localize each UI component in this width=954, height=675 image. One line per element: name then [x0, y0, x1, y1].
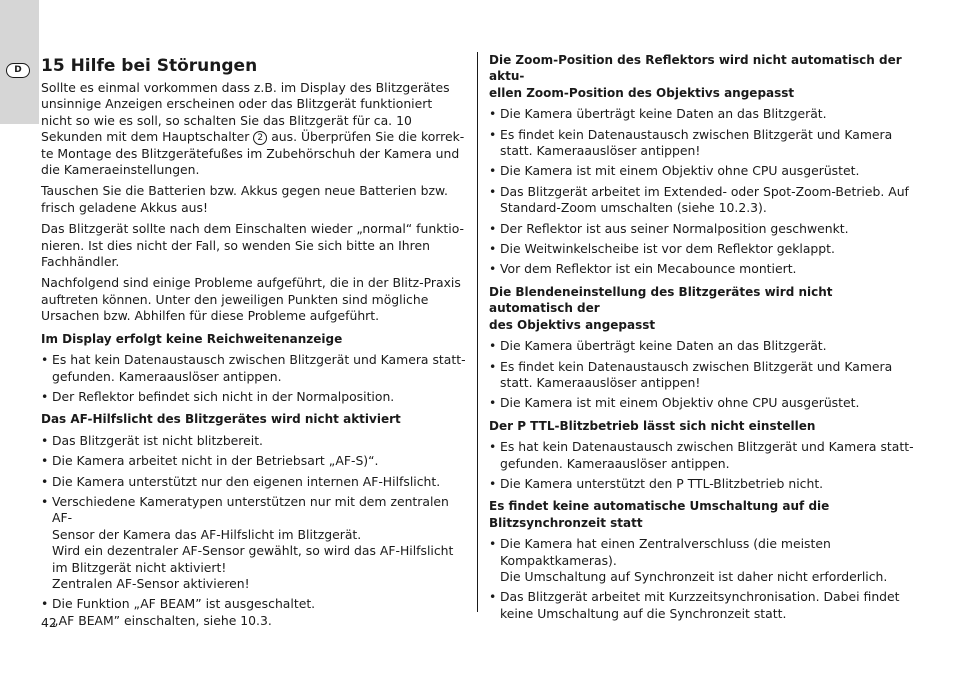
list-item: • Es findet kein Datenaustausch zwischen Blitzgerät und Kamera statt. Kameraauslöser antippen!	[489, 359, 917, 392]
text-line: auftreten können. Unter den jeweiligen Punkten sind mögliche	[41, 291, 429, 307]
text-line: unsinnige Anzeigen erscheinen oder das Blitzgerät funktioniert	[41, 96, 433, 112]
bullet-list	[41, 352, 467, 405]
text-line: nieren. Ist dies nicht der Fall, so wenden Sie sich bitte an Ihren	[41, 237, 430, 253]
list-item: • Der Reflektor ist aus seiner Normalposition geschwenkt.	[489, 221, 917, 237]
page-number: 42	[41, 615, 57, 630]
bullet-list	[489, 536, 917, 622]
intro-paragraph-2	[41, 183, 467, 216]
text-line: Ursachen bzw. Abhilfen für diese Probleme aufgeführt.	[41, 308, 380, 324]
text-line: frisch geladene Akkus aus!	[41, 199, 208, 215]
intro-paragraph-4	[41, 275, 467, 324]
text-line: Fachhändler.	[41, 254, 120, 270]
intro-paragraph-1	[41, 80, 467, 178]
bullet-list	[489, 106, 917, 278]
text-line: Sekunden mit dem Hauptschalter	[41, 129, 250, 145]
list-item: • Es hat kein Datenaustausch zwischen Blitzgerät und Kamera statt- gefunden. Kameraauslöser antippen.	[41, 352, 467, 385]
list-item: • Es hat kein Datenaustausch zwischen Blitzgerät und Kamera statt- gefunden. Kameraauslöser antippen.	[489, 439, 917, 472]
list-item: • Das Blitzgerät arbeitet im Extended- oder Spot-Zoom-Betrieb. Auf Standard-Zoom umschalten (siehe 10.2.3).	[489, 184, 917, 217]
list-item: • Die Kamera überträgt keine Daten an das Blitzgerät.	[489, 338, 917, 354]
text-line: Das Blitzgerät sollte nach dem Einschalten wieder „normal“ funktio-	[41, 221, 464, 237]
language-badge: D	[6, 63, 30, 78]
section-heading: Die Zoom-Position des Reflektors wird nicht automatisch der aktu- ellen Zoom-Position des Objektivs angepasst	[489, 53, 902, 100]
text-line: die Kameraeinstellungen.	[41, 162, 200, 178]
list-item: • Das Blitzgerät arbeitet mit Kurzzeitsynchronisation. Dabei findet keine Umschaltung auf die Synchronzeit statt.	[489, 589, 917, 622]
list-item: • Die Kamera überträgt keine Daten an das Blitzgerät.	[489, 106, 917, 122]
right-column	[489, 52, 917, 626]
text-line: te Montage des Blitzgerätefußes im Zubehörschuh der Kamera und	[41, 145, 460, 161]
section-heading: Das AF-Hilfslicht des Blitzgerätes wird nicht aktiviert	[41, 412, 401, 427]
main-switch-number-icon: 2	[253, 131, 267, 145]
column-divider	[477, 52, 478, 612]
list-item: • Die Kamera ist mit einem Objektiv ohne CPU ausgerüstet.	[489, 395, 917, 411]
list-item: • Das Blitzgerät ist nicht blitzbereit.	[41, 433, 467, 449]
text-line: Nachfolgend sind einige Probleme aufgeführt, die in der Blitz-Praxis	[41, 275, 461, 291]
list-item: • Vor dem Reflektor ist ein Mecabounce montiert.	[489, 261, 917, 277]
text-line: Tauschen Sie die Batterien bzw. Akkus gegen neue Batterien bzw.	[41, 183, 448, 199]
text-line: Sollte es einmal vorkommen dass z.B. im Display des Blitzgerätes	[41, 80, 450, 95]
text-line: aus. Überprüfen Sie die korrek-	[271, 129, 465, 145]
list-item: • Die Kamera unterstützt nur den eigenen internen AF-Hilfslicht.	[41, 474, 467, 490]
section-heading: Der P TTL-Blitzbetrieb lässt sich nicht einstellen	[489, 418, 816, 433]
bullet-list	[489, 439, 917, 492]
list-item: • Der Reflektor befindet sich nicht in der Normalposition.	[41, 389, 467, 405]
bullet-list	[41, 433, 467, 629]
intro-paragraph-3	[41, 221, 467, 270]
list-item: • Die Kamera unterstützt den P TTL-Blitzbetrieb nicht.	[489, 476, 917, 492]
list-item: • Verschiedene Kameratypen unterstützen nur mit dem zentralen AF- Sensor der Kamera das AF-Hilfslicht im Blitzgerät. Wird ein dezentraler AF-Sensor gewählt, so wird das AF-Hilfslicht im Blitzgerät nicht aktiviert! Zentralen AF-Sensor aktivieren!	[41, 494, 467, 592]
section-heading: Die Blendeneinstellung des Blitzgerätes wird nicht automatisch der des Objektivs angepasst	[489, 284, 833, 332]
list-item: • Die Kamera ist mit einem Objektiv ohne CPU ausgerüstet.	[489, 163, 917, 179]
list-item: • Es findet kein Datenaustausch zwischen Blitzgerät und Kamera statt. Kameraauslöser antippen!	[489, 127, 917, 160]
chapter-side-tab	[0, 0, 39, 124]
list-item: • Die Weitwinkelscheibe ist vor dem Reflektor geklappt.	[489, 241, 917, 257]
list-item: • Die Kamera hat einen Zentralverschluss (die meisten Kompaktkameras). Die Umschaltung auf Synchronzeit ist daher nicht erforderlich.	[489, 536, 917, 585]
left-column	[41, 52, 467, 633]
section-heading: Im Display erfolgt keine Reichweitenanzeige	[41, 331, 343, 346]
bullet-list	[489, 338, 917, 412]
text-line: nicht so wie es soll, so schalten Sie das Blitzgerät für ca. 10	[41, 112, 412, 128]
list-item: • Die Funktion „AF BEAM” ist ausgeschaltet. „AF BEAM” einschalten, siehe 10.3.	[41, 596, 467, 629]
section-heading: Es findet keine automatische Umschaltung auf die Blitzsynchronzeit statt	[489, 499, 830, 530]
list-item: • Die Kamera arbeitet nicht in der Betriebsart „AF-S)“.	[41, 453, 467, 469]
page-title: 15 Hilfe bei Störungen	[41, 56, 258, 76]
